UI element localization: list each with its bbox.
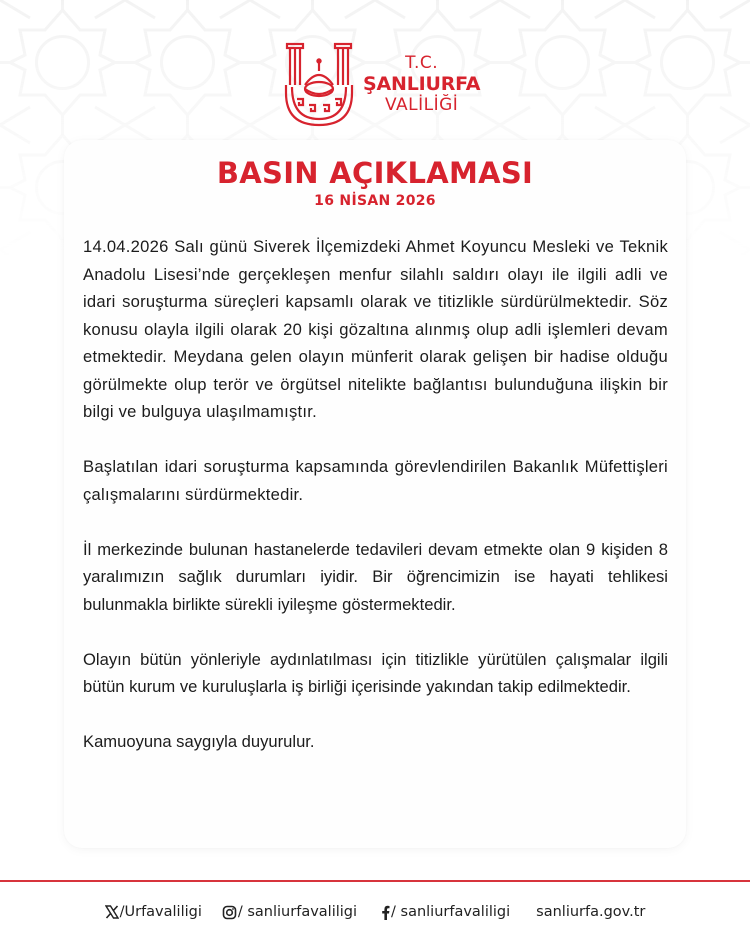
paragraph-3: İl merkezinde bulunan hastanelerde tedavileri devam etmekte olan 9 kişiden 8 yaralımızın sağlık durumları iyidir. Bir öğrencimizin ise hayati tehlikesi bulunmakla birlikte sürekli iyileşme göstermektedir. bbox=[83, 539, 668, 614]
instagram-link[interactable] bbox=[222, 904, 357, 920]
sanliurfa-governorship-emblem-icon bbox=[283, 41, 355, 127]
instagram-handle: / sanliurfavaliligi bbox=[237, 904, 358, 920]
press-release-date: 16 NİSAN 2026 bbox=[314, 193, 436, 209]
logo-tc: T.C. bbox=[405, 52, 439, 73]
facebook-icon bbox=[381, 905, 390, 920]
governorship-logo bbox=[283, 40, 483, 128]
facebook-handle: / sanliurfavaliligi bbox=[391, 904, 511, 920]
website-link[interactable] bbox=[536, 904, 645, 920]
x-link[interactable] bbox=[105, 904, 202, 920]
footer-social-links bbox=[0, 900, 750, 924]
facebook-link[interactable] bbox=[381, 904, 510, 920]
x-handle: /Urfavaliligi bbox=[119, 904, 202, 920]
instagram-icon bbox=[222, 905, 237, 920]
paragraph-2: Başlatılan idari soruşturma kapsamında görevlendirilen Bakanlık Müfettişleri çalışmalarını sürdürmektedir. bbox=[83, 457, 668, 504]
logo-wordmark bbox=[363, 52, 481, 115]
press-release-title: BASIN AÇIKLAMASI bbox=[216, 156, 534, 190]
footer-divider bbox=[0, 880, 750, 882]
press-release-body bbox=[83, 233, 668, 783]
website-url: sanliurfa.gov.tr bbox=[536, 904, 646, 920]
logo-city: ŞANLIURFA bbox=[363, 72, 481, 95]
paragraph-4: Olayın bütün yönleriyle aydınlatılması için titizlikle yürütülen çalışmalar ilgili bütün kurum ve kuruluşlarla iş birliği içerisinde yakından takip edilmektedir. bbox=[83, 649, 668, 696]
paragraph-1: 14.04.2026 Salı günü Siverek İlçemizdeki Ahmet Koyuncu Mesleki ve Teknik Anadolu Lisesi’nde gerçekleşen menfur silahlı saldırı olayı ile ilgili adli ve idari soruşturma süreçleri kapsamlı olarak ve titizlikle sürdürülmektedir. Söz konusu olayla ilgili olarak 20 kişi gözaltına alınmış olup adli işlemleri devam etmektedir. Meydana gelen olayın münferit olarak gelişen bir hadise olduğu görülmekte olup terör ve örgütsel nitelikte bağlantısı bulunduğuna ilişkin bir bilgi ve bulguya ulaşılmamıştır. bbox=[83, 237, 668, 421]
paragraph-closing: Kamuoyuna saygıyla duyurulur. bbox=[83, 732, 315, 751]
logo-governorship: VALİLİĞİ bbox=[384, 94, 459, 115]
x-twitter-icon bbox=[105, 905, 119, 919]
